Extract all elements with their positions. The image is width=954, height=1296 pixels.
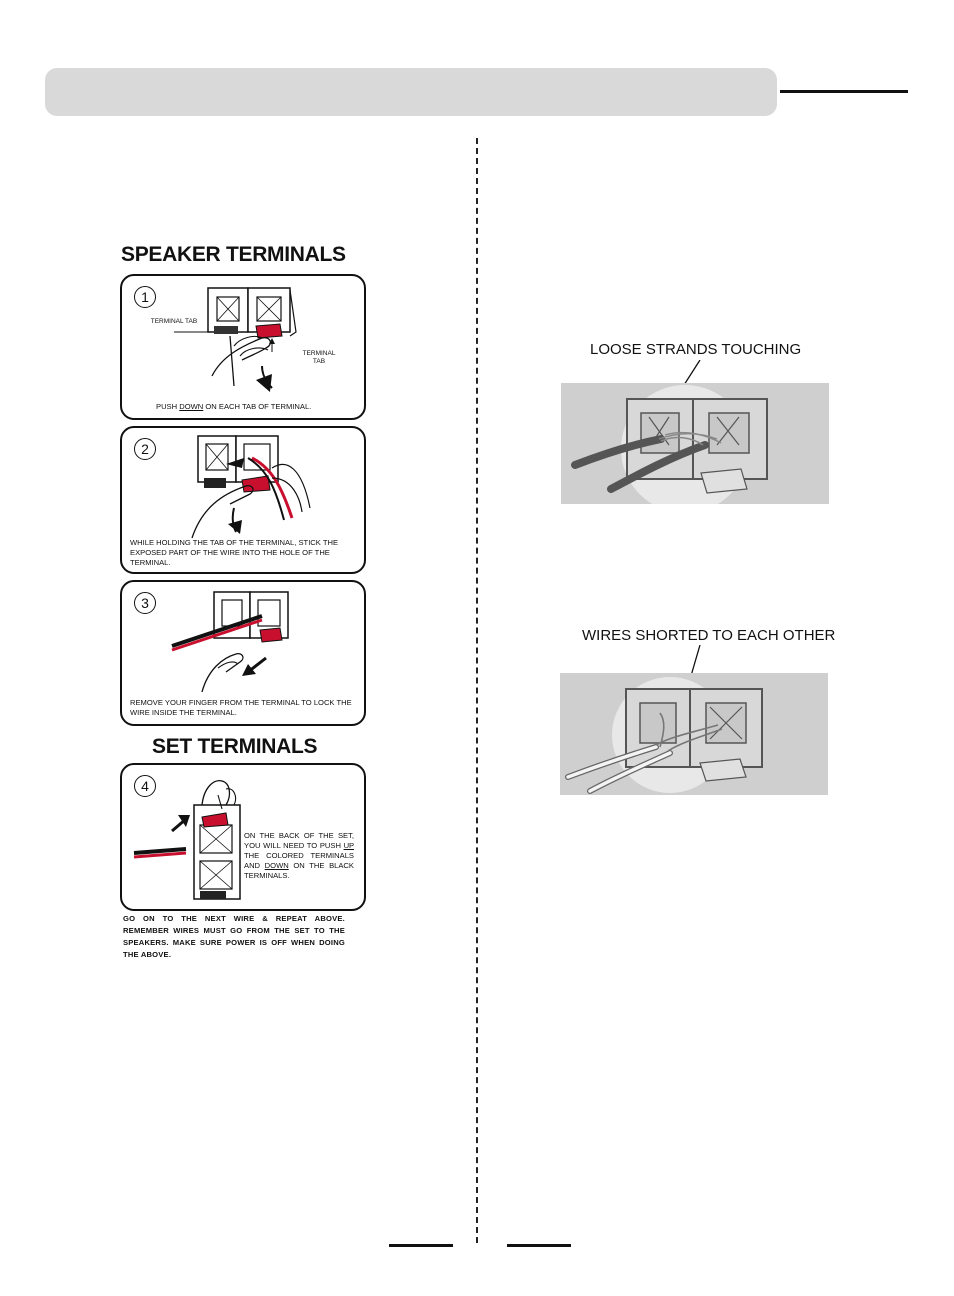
footnote: GO ON TO THE NEXT WIRE & REPEAT ABOVE. REMEMBER WIRES MUST GO FROM THE SET TO THE SPEAKERS. MAKE SURE POWER IS OFF WHEN DOING THE ABOVE. bbox=[123, 914, 345, 959]
step-2-caption: WHILE HOLDING THE TAB OF THE TERMINAL, STICK THE EXPOSED PART OF THE WIRE INTO THE HOLE OF THE TERMINAL. bbox=[130, 538, 339, 567]
terminal-tab-label-right-2: TAB bbox=[312, 358, 326, 365]
wires-shorted-photo bbox=[560, 673, 828, 795]
step-3-number: 3 bbox=[134, 592, 156, 614]
step-1-caption: PUSH DOWN ON EACH TAB OF TERMINAL. bbox=[156, 402, 312, 411]
step-4-number: 4 bbox=[134, 775, 156, 797]
terminal-tab-label-left: TERMINAL TAB bbox=[150, 318, 198, 325]
loose-strands-label: LOOSE STRANDS TOUCHING bbox=[590, 341, 802, 358]
set-terminals-title: SET TERMINALS bbox=[152, 735, 318, 758]
step-4-caption: ON THE BACK OF THE SET, YOU WILL NEED TO PUSH UP THE COLORED TERMINALS AND DOWN ON THE BLACK TERMINALS. bbox=[244, 831, 354, 880]
step-3-caption: REMOVE YOUR FINGER FROM THE TERMINAL TO LOCK THE WIRE INSIDE THE TERMINAL. bbox=[130, 698, 352, 717]
step-1-number: 1 bbox=[134, 286, 156, 308]
terminal-push-down-illustration bbox=[122, 276, 364, 418]
header-bar bbox=[45, 68, 777, 116]
terminal-tab-label-right-1: TERMINAL bbox=[302, 350, 336, 357]
wires-shorted-label: WIRES SHORTED TO EACH OTHER bbox=[582, 627, 836, 644]
step-2-number: 2 bbox=[134, 438, 156, 460]
footer-rule-left bbox=[389, 1244, 453, 1247]
speaker-terminals-title: SPEAKER TERMINALS bbox=[121, 243, 346, 266]
column-divider bbox=[476, 138, 478, 1243]
footer-rule-right bbox=[507, 1244, 571, 1247]
step-1-panel bbox=[120, 274, 366, 420]
step-3-panel bbox=[120, 580, 366, 726]
step-2-panel bbox=[120, 426, 366, 574]
header-rule bbox=[780, 90, 908, 93]
loose-strands-photo bbox=[561, 383, 829, 504]
step-4-panel bbox=[120, 763, 366, 911]
